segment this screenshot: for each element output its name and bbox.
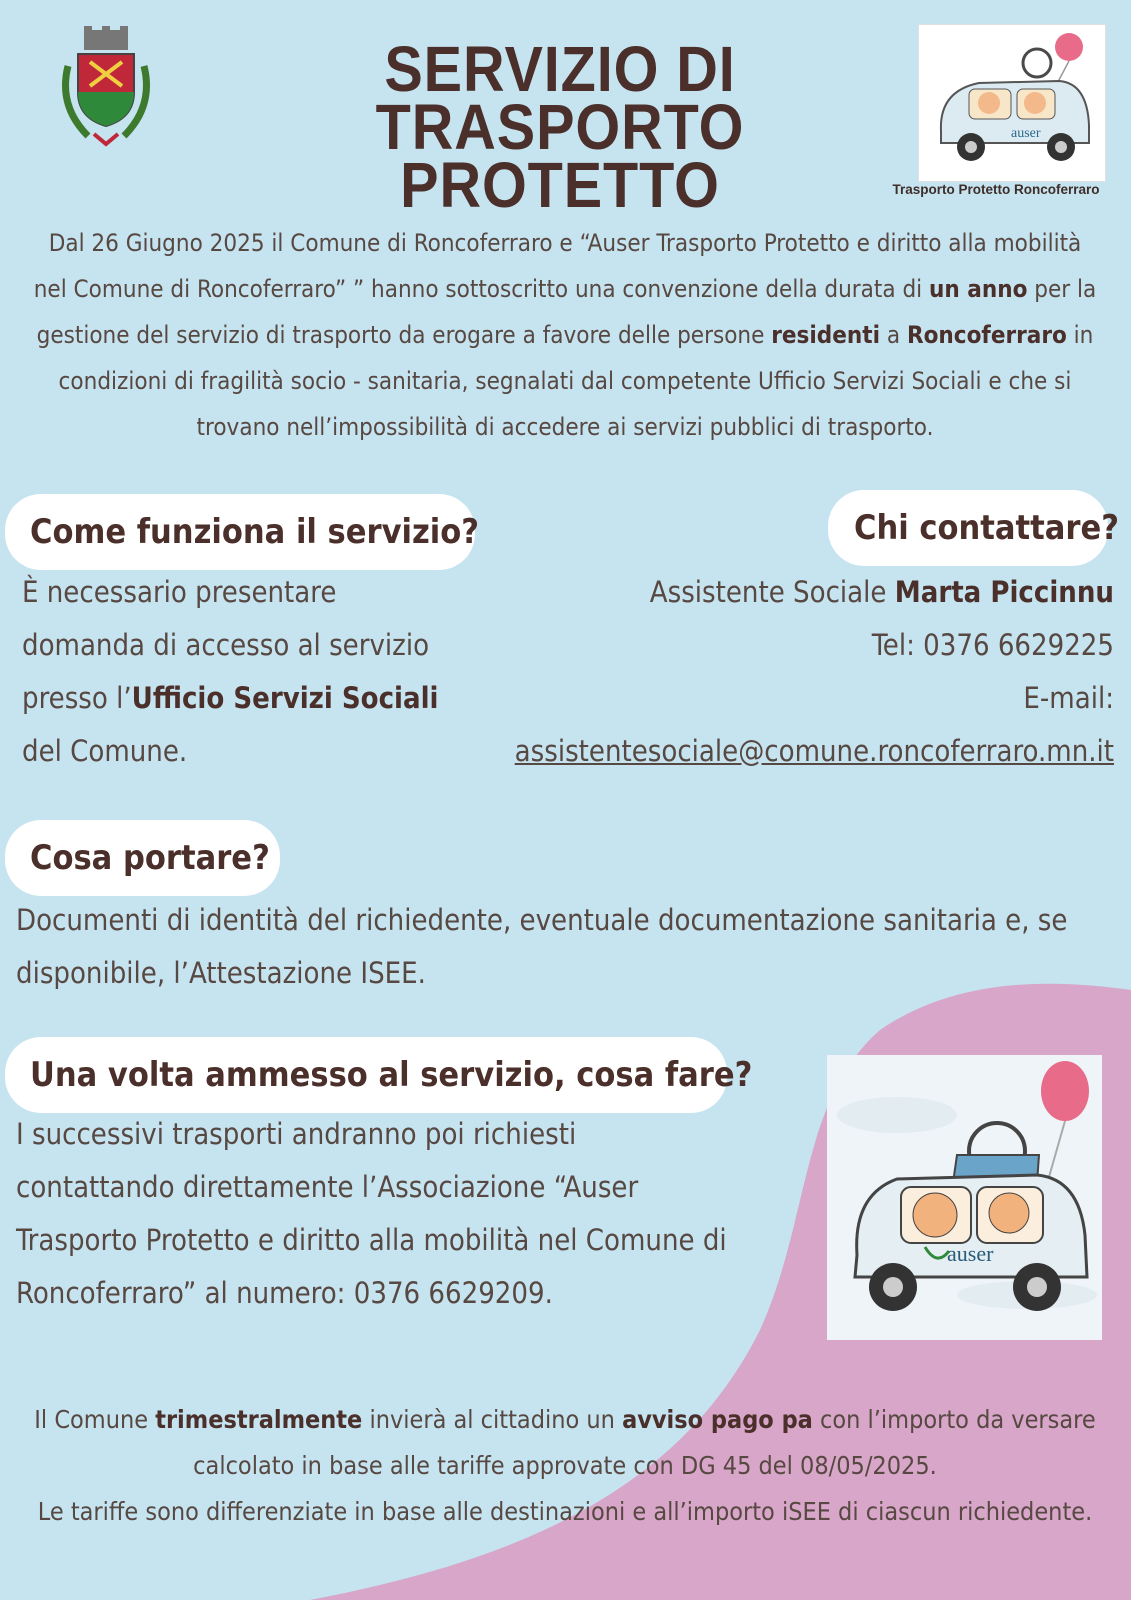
municipal-crest-icon xyxy=(58,26,154,148)
come-line-3-text: presso l’ xyxy=(22,681,132,715)
cosa-portare-text: Documenti di identità del richiedente, eventuale documentazione sanitaria e, se disponibile, l’Attestazione ISEE. xyxy=(16,903,1068,990)
una-volta-text xyxy=(16,1108,786,1320)
heading-come-funziona: Come funziona il servizio? xyxy=(5,494,475,570)
auser-car-text: auser xyxy=(947,1241,994,1266)
come-line-3-bold: Ufficio Servizi Sociali xyxy=(131,681,439,715)
contact-phone[interactable]: Tel: 0376 6629225 xyxy=(871,628,1114,662)
una-line-4: Roncoferraro” al numero: 0376 6629209. xyxy=(16,1276,553,1310)
heading-chi-contattare: Chi contattare? xyxy=(828,490,1108,566)
una-line-3: Trasporto Protetto e diritto alla mobilità nel Comune di xyxy=(16,1223,727,1257)
come-line-2: domanda di accesso al servizio xyxy=(22,628,430,662)
intro-bold-duration: un anno xyxy=(929,275,1028,303)
footer-text-2: invierà al cittadino un xyxy=(362,1405,623,1434)
heading-cosa-portare: Cosa portare? xyxy=(5,820,280,896)
intro-text-4: in condizioni di fragilità socio - sanitaria, segnalati dal competente Ufficio Servizi Sociali e che si trovano nell’impossibilità di accedere ai servizi pubblici di trasporto. xyxy=(58,321,1094,441)
title-line-2: PROTETTO xyxy=(400,149,720,221)
come-line-4: del Comune. xyxy=(22,734,188,768)
come-line-1: È necessario presentare xyxy=(22,575,337,609)
heading-una-volta-ammesso: Una volta ammesso al servizio, cosa fare? xyxy=(5,1037,727,1113)
contact-role xyxy=(470,566,1114,619)
footer-line-2: Le tariffe sono differenziate in base alle destinazioni e all’importo iSEE di ciascun richiedente. xyxy=(37,1497,1093,1526)
intro-bold-town: Roncoferraro xyxy=(906,321,1067,349)
contact-role-label: Assistente Sociale xyxy=(649,575,895,609)
footer-bold-frequency: trimestralmente xyxy=(155,1405,363,1434)
contact-email-label: E-mail: xyxy=(1023,681,1114,715)
footer-text-3: con l’importo da versare calcolato in base alle tariffe approvate con DG 45 del 08/05/2025. xyxy=(193,1405,1096,1480)
contact-email-link[interactable]: assistentesociale@comune.roncoferraro.mn.it xyxy=(514,734,1114,768)
car-illustration-icon xyxy=(827,1055,1102,1340)
auser-logo-text: auser xyxy=(1011,126,1041,141)
intro-bold-residents: residenti xyxy=(771,321,880,349)
contact-block xyxy=(470,566,1114,778)
come-funziona-text xyxy=(22,566,472,778)
footer-paragraph xyxy=(15,1397,1115,1535)
una-line-1: I successivi trasporti andranno poi richiesti xyxy=(16,1117,577,1151)
intro-paragraph xyxy=(30,220,1100,450)
come-line-3 xyxy=(22,672,472,725)
footer-text-1: Il Comune xyxy=(34,1405,156,1434)
contact-name: Marta Piccinnu xyxy=(894,575,1114,609)
footer-bold-pagopa: avviso pago pa xyxy=(622,1405,813,1434)
auser-car-logo xyxy=(918,24,1106,182)
title-line-1: SERVIZIO DI TRASPORTO xyxy=(375,33,745,163)
intro-text-1: Dal 26 Giugno 2025 il Comune di Roncoferraro e “Auser Trasporto Protetto e diritto alla mobilità nel Comune di Roncoferraro” ” hanno sottoscritto una convenzione della durata di xyxy=(33,229,1082,303)
una-line-2: contattando direttamente l’Associazione “Auser xyxy=(16,1170,639,1204)
intro-text-2: per la gestione del servizio di trasporto da erogare a favore delle persone xyxy=(36,275,1097,349)
intro-text-3: a xyxy=(880,321,907,349)
page-title xyxy=(236,33,884,221)
logo-caption: Trasporto Protetto Roncoferraro xyxy=(892,182,1100,197)
